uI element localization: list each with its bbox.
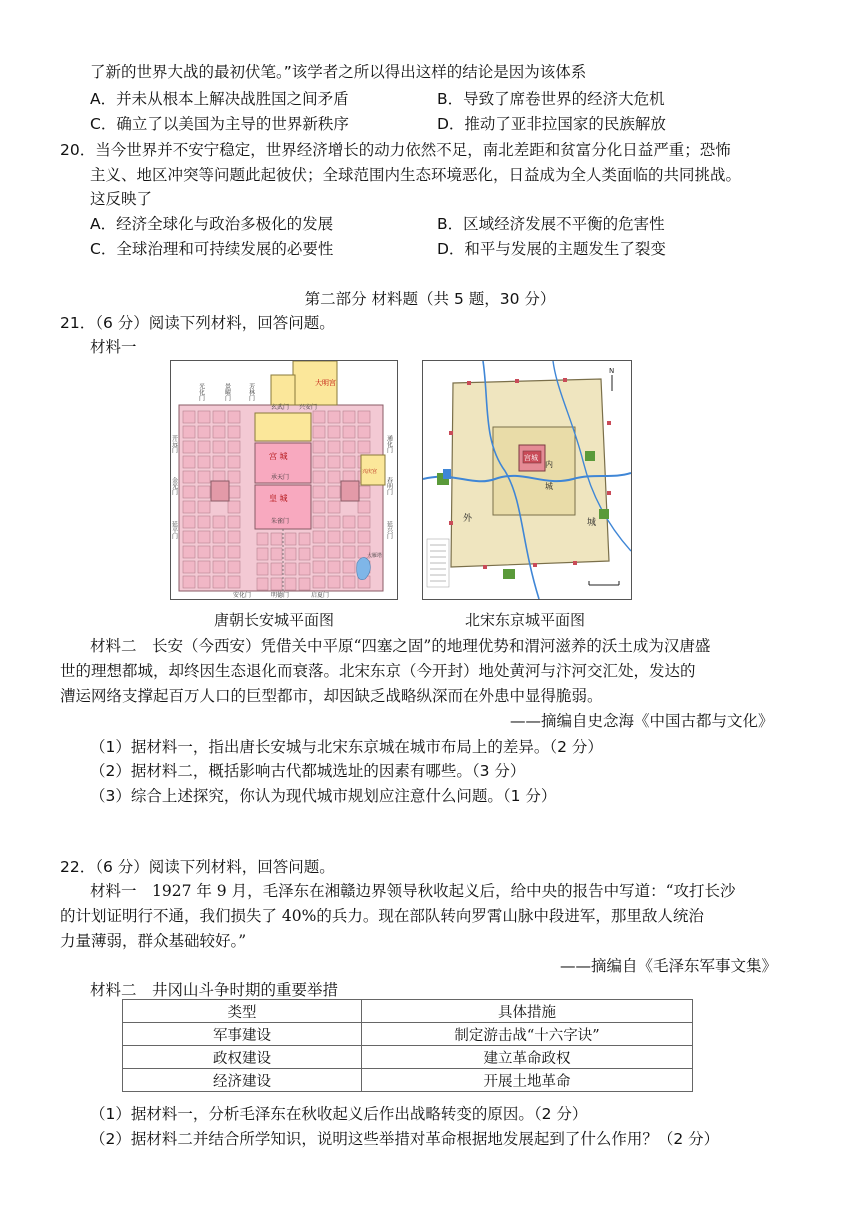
- city-ward-block: [183, 561, 195, 573]
- city-ward-block: [313, 471, 325, 483]
- city-ward-block: [299, 548, 310, 560]
- city-ward-block: [228, 471, 240, 483]
- city-ward-block: [271, 563, 282, 575]
- city-ward-block: [228, 501, 240, 513]
- dongjing-map: [422, 360, 632, 600]
- q20-option-a[interactable]: A．经济全球化与政治多极化的发展: [90, 215, 334, 233]
- q22-material2-label: 材料二 井冈山斗争时期的重要举措: [90, 981, 339, 999]
- dongjing-palace-label: 宫城: [524, 454, 538, 462]
- q19-option-b[interactable]: B．导致了席卷世界的经济大危机: [437, 90, 665, 108]
- city-ward-block: [299, 578, 310, 590]
- city-ward-block: [285, 563, 296, 575]
- north-arrow-label: N: [609, 367, 615, 375]
- city-ward-block: [198, 411, 210, 423]
- city-ward-block: [328, 516, 340, 528]
- fangling-gate-label: 芳林门: [247, 383, 255, 401]
- table-cell-type: 军事建设: [123, 1023, 362, 1046]
- city-ward-block: [313, 561, 325, 573]
- city-ward-block: [328, 456, 340, 468]
- qixia-gate-label: 启夏门: [311, 592, 330, 599]
- city-ward-block: [183, 471, 195, 483]
- city-ward-block: [213, 561, 225, 573]
- city-ward-block: [198, 471, 210, 483]
- daming-palace-label: 大明宫: [315, 379, 336, 387]
- city-ward-block: [213, 516, 225, 528]
- city-ward-block: [228, 531, 240, 543]
- city-ward-block: [285, 548, 296, 560]
- city-ward-block: [343, 531, 355, 543]
- city-ward-block: [183, 546, 195, 558]
- zhuque-gate-label: 朱雀门: [271, 518, 290, 525]
- city-ward-block: [358, 426, 370, 438]
- q19-option-d[interactable]: D．推动了亚非拉国家的民族解放: [437, 115, 666, 133]
- q21-question-2: （2）据材料二，概括影响古代都城选址的因素有哪些。（3 分）: [90, 762, 526, 780]
- city-ward-block: [299, 563, 310, 575]
- q20-option-d[interactable]: D．和平与发展的主题发生了裂变: [437, 240, 666, 258]
- city-ward-block: [313, 531, 325, 543]
- q19-option-c[interactable]: C．确立了以美国为主导的世界新秩序: [90, 115, 349, 133]
- city-ward-block: [328, 441, 340, 453]
- city-ward-block: [313, 441, 325, 453]
- city-ward-block: [228, 576, 240, 588]
- city-ward-block: [285, 578, 296, 590]
- q22-question-1: （1）据材料一，分析毛泽东在秋收起义后作出战略转变的原因。（2 分）: [90, 1105, 588, 1123]
- changan-map: [170, 360, 398, 600]
- city-ward-block: [257, 563, 268, 575]
- table-cell-type: 政权建设: [123, 1046, 362, 1069]
- city-ward-block: [257, 533, 268, 545]
- city-ward-block: [313, 456, 325, 468]
- city-ward-block: [198, 426, 210, 438]
- city-ward-block: [328, 501, 340, 513]
- city-ward-block: [183, 501, 195, 513]
- city-ward-block: [198, 441, 210, 453]
- city-ward-block: [213, 441, 225, 453]
- city-ward-block: [213, 531, 225, 543]
- city-ward-block: [313, 486, 325, 498]
- chunming-gate-label: 春明门: [385, 477, 393, 495]
- city-ward-block: [228, 456, 240, 468]
- changan-map-caption: 唐朝长安城平面图: [214, 611, 335, 629]
- table-header-type: 类型: [123, 1000, 362, 1023]
- q21-material2-line1: 材料二 长安（今西安）凭借关中平原“四塞之固”的地理优势和渭河滋养的沃土成为汉唐盛: [90, 637, 711, 655]
- xingqing-palace-label: 兴庆宫: [362, 469, 378, 475]
- chengtian-gate-label: 承天门: [271, 474, 290, 481]
- q20-stem-line2: 主义、地区冲突等问题此起彼伏；全球范围内生态环境恶化，日益成为全人类面临的共同挑战。: [90, 166, 742, 184]
- jingyao-gate-label: 景曜门: [223, 383, 231, 401]
- city-ward-block: [198, 576, 210, 588]
- city-ward-block: [213, 426, 225, 438]
- q20-option-b[interactable]: B．区域经济发展不平衡的危害性: [437, 215, 665, 233]
- city-ward-block: [183, 456, 195, 468]
- q22-question-2: （2）据材料二并结合所学知识，说明这些举措对革命根据地发展起到了什么作用？（2 分）: [90, 1130, 720, 1148]
- city-ward-block: [358, 486, 370, 498]
- city-ward-block: [228, 426, 240, 438]
- table-cell-measure: 制定游击战“十六字诀”: [362, 1023, 693, 1046]
- q21-material2-line3: 漕运网络支撑起百万人口的巨型都市，却因缺乏战略纵深而在外患中显得脆弱。: [60, 687, 603, 705]
- q22-stem: 22．（6 分）阅读下列材料，回答问题。: [60, 858, 335, 876]
- dongjing-map-caption: 北宋东京城平面图: [465, 611, 586, 629]
- city-ward-block: [328, 426, 340, 438]
- outer-city-label-2: 城: [587, 518, 597, 528]
- city-ward-block: [343, 561, 355, 573]
- inner-city-label-2: 城: [545, 482, 553, 491]
- city-ward-block: [228, 516, 240, 528]
- q21-material1-label: 材料一: [90, 338, 137, 356]
- city-ward-block: [183, 486, 195, 498]
- city-ward-block: [213, 576, 225, 588]
- yanxing-gate-label: 延兴门: [385, 521, 393, 539]
- table-cell-measure: 建立革命政权: [362, 1046, 693, 1069]
- city-ward-block: [328, 531, 340, 543]
- palace-city-label: 宫 城: [269, 452, 288, 461]
- xingan-gate-label: 兴安门: [299, 404, 318, 411]
- city-ward-block: [213, 546, 225, 558]
- city-ward-block: [343, 441, 355, 453]
- table-row: [123, 1023, 693, 1046]
- city-ward-block: [313, 501, 325, 513]
- imperial-city-label: 皇 城: [269, 494, 288, 503]
- q19-option-a[interactable]: A．并未从根本上解决战胜国之间矛盾: [90, 90, 349, 108]
- q21-stem: 21．（6 分）阅读下列材料，回答问题。: [60, 314, 335, 332]
- city-ward-block: [228, 411, 240, 423]
- table-header-measure: 具体措施: [362, 1000, 693, 1023]
- q20-stem-line1: 20．当今世界并不安宁稳定，世界经济增长的动力依然不足，南北差距和贫富分化日益严重；恐怖: [60, 141, 731, 159]
- part2-heading: 第二部分 材料题（共 5 题，30 分）: [304, 290, 556, 308]
- city-ward-block: [257, 578, 268, 590]
- q22-material1-line1: 材料一 1927 年 9 月，毛泽东在湘赣边界领导秋收起义后，给中央的报告中写道：“攻打长沙: [90, 882, 736, 900]
- kaiyuan-gate-label: 开远门: [171, 435, 178, 453]
- city-ward-block: [271, 578, 282, 590]
- city-ward-block: [343, 576, 355, 588]
- city-ward-block: [313, 516, 325, 528]
- city-ward-block: [313, 546, 325, 558]
- city-ward-block: [198, 516, 210, 528]
- q21-question-3: （3）综合上述探究，你认为现代城市规划应注意什么问题。（1 分）: [90, 787, 557, 805]
- city-ward-block: [198, 546, 210, 558]
- yanping-gate-label: 延平门: [171, 521, 178, 539]
- measures-table: [122, 999, 693, 1092]
- city-ward-block: [198, 531, 210, 543]
- city-ward-block: [183, 531, 195, 543]
- city-ward-block: [328, 561, 340, 573]
- table-header-row: [123, 1000, 693, 1023]
- q20-option-c[interactable]: C．全球治理和可持续发展的必要性: [90, 240, 334, 258]
- city-ward-block: [271, 548, 282, 560]
- city-ward-block: [343, 456, 355, 468]
- city-ward-block: [358, 501, 370, 513]
- mingde-gate-label: 明德门: [271, 592, 290, 599]
- q22-material1-source: ——摘编自《毛泽东军事文集》: [560, 957, 778, 975]
- city-ward-block: [228, 441, 240, 453]
- q21-material2-source: ——摘编自史念海《中国古都与文化》: [510, 712, 774, 730]
- changan-map-svg: [171, 361, 397, 599]
- city-ward-block: [328, 411, 340, 423]
- city-ward-block: [228, 486, 240, 498]
- city-ward-block: [328, 546, 340, 558]
- jinguang-gate-label: 金光门: [171, 477, 178, 495]
- city-ward-block: [257, 548, 268, 560]
- city-ward-block: [213, 411, 225, 423]
- city-ward-block: [285, 533, 296, 545]
- inner-city-label-1: 内: [545, 460, 553, 469]
- city-ward-block: [358, 531, 370, 543]
- tonghua-gate-label: 通化门: [385, 435, 393, 453]
- city-ward-block: [228, 561, 240, 573]
- city-ward-block: [183, 516, 195, 528]
- q22-material1-line2: 的计划证明行不通，我们损失了 40%的兵力。现在部队转向罗霄山脉中段进军，那里敌人统治: [60, 907, 704, 925]
- city-ward-block: [358, 411, 370, 423]
- city-ward-block: [358, 441, 370, 453]
- dongjing-map-svg: [423, 361, 631, 599]
- table-row: [123, 1046, 693, 1069]
- q21-question-1: （1）据材料一，指出唐长安城与北宋东京城在城市布局上的差异。（2 分）: [90, 738, 603, 756]
- anhua-gate-label: 安化门: [233, 592, 252, 599]
- city-ward-block: [271, 533, 282, 545]
- city-ward-block: [358, 516, 370, 528]
- xuanwu-gate-label: 玄武门: [271, 404, 290, 411]
- city-ward-block: [228, 546, 240, 558]
- city-ward-block: [299, 533, 310, 545]
- city-ward-block: [183, 441, 195, 453]
- table-cell-measure: 开展土地革命: [362, 1069, 693, 1092]
- city-ward-block: [343, 426, 355, 438]
- q22-material1-line3: 力量薄弱，群众基础较好。”: [60, 932, 247, 950]
- city-ward-block: [313, 576, 325, 588]
- city-ward-block: [213, 456, 225, 468]
- city-ward-block: [343, 516, 355, 528]
- table-row: [123, 1069, 693, 1092]
- city-ward-block: [343, 546, 355, 558]
- city-ward-block: [328, 486, 340, 498]
- city-ward-block: [183, 411, 195, 423]
- city-ward-block: [198, 501, 210, 513]
- q21-material2-line2: 世的理想都城，却终因生态退化而衰落。北宋东京（今开封）地处黄河与汴河交汇处，发达的: [60, 662, 696, 680]
- city-ward-block: [183, 576, 195, 588]
- table-cell-type: 经济建设: [123, 1069, 362, 1092]
- q20-stem-line3: 这反映了: [90, 190, 153, 208]
- city-ward-block: [328, 576, 340, 588]
- city-ward-block: [313, 411, 325, 423]
- guanghua-gate-label: 光化门: [197, 383, 205, 401]
- city-ward-block: [198, 486, 210, 498]
- city-ward-block: [343, 411, 355, 423]
- city-ward-block: [313, 426, 325, 438]
- outer-city-label-1: 外: [463, 514, 473, 524]
- city-ward-block: [183, 426, 195, 438]
- q19-stem-tail: 了新的世界大战的最初伏笔。”该学者之所以得出这样的结论是因为该体系: [90, 63, 587, 81]
- city-ward-block: [328, 471, 340, 483]
- city-ward-block: [198, 456, 210, 468]
- city-ward-block: [198, 561, 210, 573]
- dayanta-label: 大雁塔: [367, 553, 383, 559]
